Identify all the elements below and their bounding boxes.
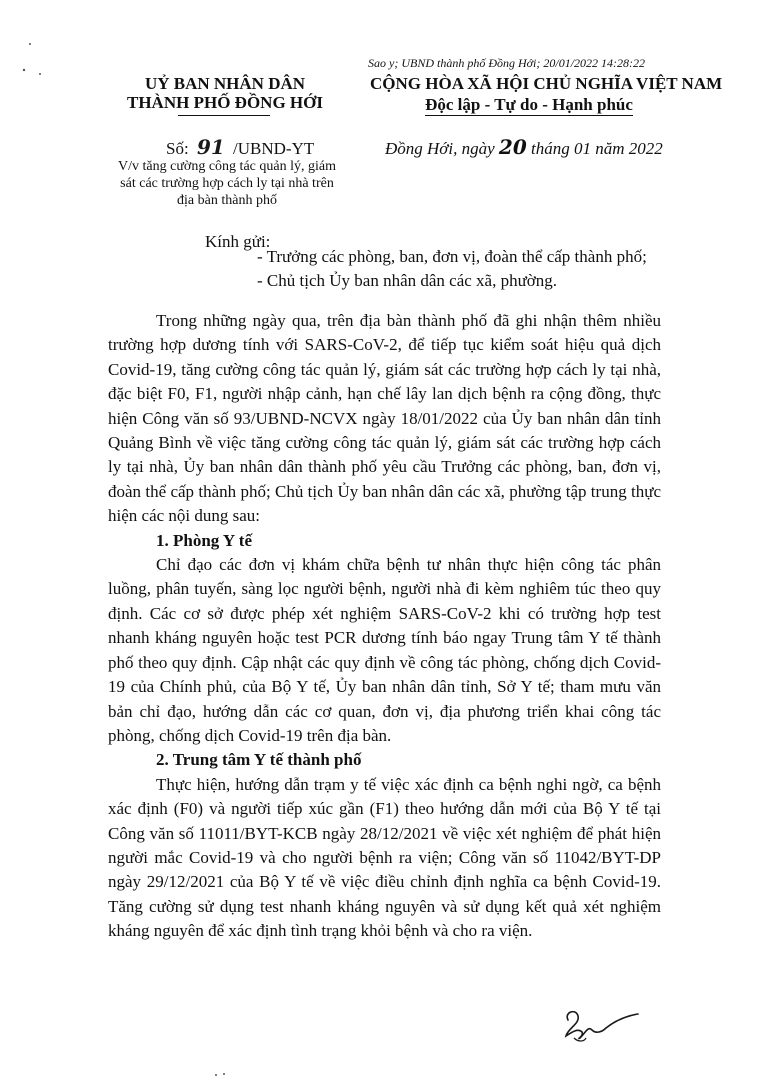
issuing-organization-line1: UỶ BAN NHÂN DÂN xyxy=(144,74,306,93)
section-heading: 1. Phòng Y tế xyxy=(156,530,253,550)
document-number-suffix: /UBND-YT xyxy=(233,139,315,158)
document-number xyxy=(166,135,314,159)
issue-date-day-handwritten: 20 xyxy=(498,135,527,159)
organization-underline xyxy=(178,115,270,116)
section-paragraph: Chỉ đạo các đơn vị khám chữa bệnh tư nhân thực hiện công tác phân luồng, phân tuyến, sàng lọc người bệnh, người nhà đi kèm nghiêm túc theo quy định. Các cơ sở được phép xét nghiệm SARS-CoV-2 khi có trường hợp test nhanh kháng nguyên hoặc test PCR dương tính báo ngay Trung tâm Y tế thành phố theo quy định. Cập nhật các quy định về công tác phòng, chống dịch Covid-19 của Chính phủ, của Bộ Y tế, Ủy ban nhân dân tỉnh, Sở Y tế; tham mưu văn bản chỉ đạo, hướng dẫn các cơ quan, đơn vị, địa phương triển khai công tác phòng, chống dịch Covid-19 trên địa bàn. xyxy=(108,555,661,745)
national-motto xyxy=(370,95,688,115)
section-heading: 2. Trung tâm Y tế thành phố xyxy=(156,750,362,770)
recipients-label: Kính gửi: xyxy=(205,232,271,251)
document-subject: V/v tăng cường công tác quản lý, giám sát các trường hợp cách ly tại nhà trên địa bàn thành phố xyxy=(118,159,336,208)
national-title: CỘNG HÒA XÃ HỘI CHỦ NGHĨA VIỆT NAM xyxy=(370,74,723,93)
issuing-organization-line2: THÀNH PHỐ ĐỒNG HỚI xyxy=(127,93,323,112)
recipient-item: - Chủ tịch Ủy ban nhân dân các xã, phường. xyxy=(257,271,558,290)
intro-paragraph: Trong những ngày qua, trên địa bàn thành phố đã ghi nhận thêm nhiều trường hợp dương tính với SARS-CoV-2, để tiếp tục kiểm soát hiệu quả dịch Covid-19, tăng cường công tác quản lý, giám sát các trường hợp cách ly tại nhà, đặc biệt F0, F1, người nhập cảnh, hạn chế lây lan dịch bệnh ra cộng đồng, thực hiện Công văn số 93/UBND-NCVX ngày 18/01/2022 của Ủy ban nhân dân tỉnh Quảng Bình về việc tăng cường công tác quản lý, giám sát các trường hợp cách ly tại nhà, Ủy ban nhân dân thành phố yêu cầu Trưởng các phòng, ban, đơn vị, đoàn thể cấp thành phố; Chủ tịch Ủy ban nhân dân các xã, phường tập trung thực hiện các nội dung sau: xyxy=(108,311,661,526)
national-motto-text: Độc lập - Tự do - Hạnh phúc xyxy=(425,95,633,114)
recipient-item: - Trưởng các phòng, ban, đơn vị, đoàn thể cấp thành phố; xyxy=(257,247,647,266)
issue-date-prefix: Đồng Hới, ngày xyxy=(385,139,495,158)
document-number-handwritten: 91 xyxy=(196,135,225,159)
scan-speck-marks xyxy=(210,1070,240,1080)
issue-date xyxy=(385,135,663,159)
initials-signature-mark xyxy=(562,1006,642,1046)
scan-speck-marks xyxy=(20,40,60,80)
document-number-prefix: Số: xyxy=(166,139,189,158)
issue-date-suffix: tháng 01 năm 2022 xyxy=(531,139,663,158)
section-paragraph: Thực hiện, hướng dẫn trạm y tế việc xác định ca bệnh nghi ngờ, ca bệnh xác định (F0) và người tiếp xúc gần (F1) theo hướng dẫn mới của Bộ Y tế tại Công văn số 11011/BYT-KCB ngày 28/12/2021 về việc xét nghiệm để phát hiện người mắc Covid-19 và cho người bệnh ra viện; Công văn số 11042/BYT-DP ngày 29/12/2021 của Bộ Y tế về việc điều chỉnh định nghĩa ca bệnh Covid-19. Tăng cường sử dụng test nhanh kháng nguyên và sử dụng kết quả xét nghiệm kháng nguyên để xác định tình trạng khỏi bệnh và cho ra viện. xyxy=(108,774,661,941)
document-body xyxy=(108,309,661,944)
copy-certification-stamp: Sao y; UBND thành phố Đồng Hới; 20/01/2022 14:28:22 xyxy=(368,56,646,70)
